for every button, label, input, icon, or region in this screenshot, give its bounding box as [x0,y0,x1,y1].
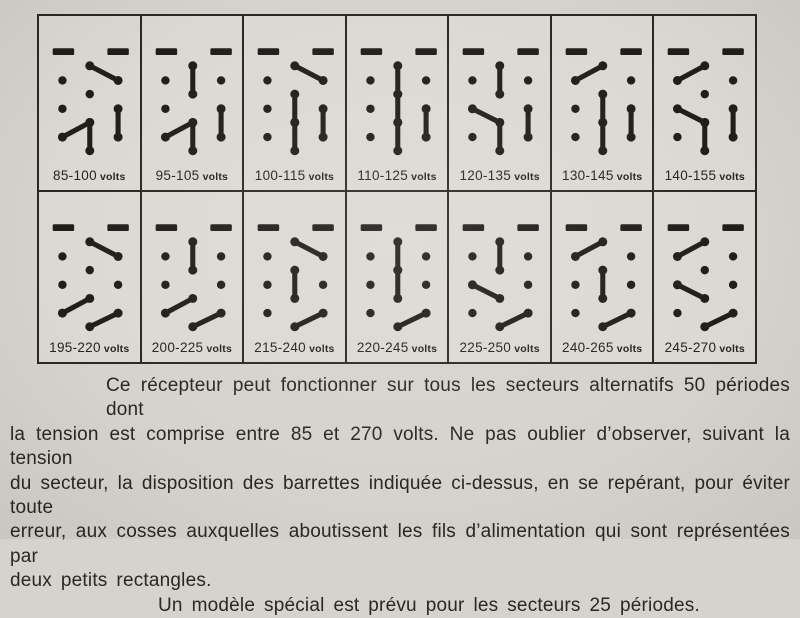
terminal-dot [524,76,532,84]
terminal-connected [290,294,299,303]
terminal-connected [114,133,123,142]
terminal-dot [161,281,169,289]
barrette-link [295,313,323,327]
terminal-dot [422,281,430,289]
terminal-dot [627,76,635,84]
terminal-dot [627,281,635,289]
voltage-cell-245-270 [654,192,755,362]
terminal-connected [598,118,607,127]
terminal-connected [571,252,580,261]
terminal-connected [114,76,123,85]
voltage-selector-grid [37,14,757,364]
supply-wire-rectangle [107,48,128,55]
terminal-dot [469,309,477,317]
voltage-range-value: 215-240 [254,340,306,355]
terminal-connected [290,237,299,246]
voltage-range-value: 245-270 [664,340,717,355]
terminal-connected [114,104,123,113]
barrette-link [678,285,705,299]
barrette-link [575,66,602,81]
barrette-diagram [244,192,345,337]
voltage-unit: volts [408,343,438,355]
terminal-connected [673,252,682,261]
terminal-connected [85,61,94,70]
voltage-range-label [654,167,755,185]
supply-wire-rectangle [518,48,539,55]
terminal-dot [571,309,579,317]
barrette-diagram [347,192,448,337]
supply-wire-rectangle [313,224,334,231]
voltage-range-label [142,167,243,185]
terminal-dot [524,252,532,260]
barrette-link [473,109,500,123]
terminal-dot [422,252,430,260]
terminal-connected [188,146,197,155]
terminal-dot [58,105,66,113]
supply-wire-rectangle [360,48,381,55]
supply-wire-rectangle [620,48,641,55]
supply-wire-rectangle [258,224,279,231]
terminal-connected [701,237,710,246]
supply-wire-rectangle [210,224,231,231]
terminal-connected [468,280,477,289]
terminal-dot [263,281,271,289]
barrette-diagram [654,192,755,337]
barrette-link [398,313,426,327]
terminal-connected [58,133,67,142]
supply-wire-rectangle [53,48,74,55]
terminal-connected [290,90,299,99]
voltage-range-label [347,167,448,185]
terminal-dot [216,252,224,260]
supply-wire-rectangle [155,224,176,231]
terminal-connected [496,118,505,127]
paragraph2-line: Un modèle spécial est prévu pour les secteurs 25 périodes. [158,594,700,616]
supply-wire-rectangle [463,224,484,231]
terminal-dot [263,105,271,113]
voltage-range-value: 195-220 [49,340,101,355]
terminal-connected [598,61,607,70]
voltage-unit: volts [613,171,643,183]
terminal-dot [571,133,579,141]
barrette-link [705,313,733,327]
terminal-dot [524,281,532,289]
terminal-dot [674,133,682,141]
voltage-unit: volts [716,343,745,355]
voltage-unit: volts [203,343,232,355]
terminal-connected [188,90,197,99]
voltage-range-label [654,339,755,357]
terminal-connected [496,294,505,303]
terminal-connected [701,322,710,331]
terminal-dot [58,281,66,289]
terminal-dot [114,281,122,289]
terminal-dot [366,252,374,260]
terminal-connected [598,322,607,331]
terminal-connected [421,104,430,113]
supply-wire-rectangle [463,48,484,55]
supply-wire-rectangle [723,224,744,231]
supply-wire-rectangle [155,48,176,55]
terminal-dot [161,76,169,84]
terminal-dot [58,76,66,84]
terminal-connected [524,309,533,318]
terminal-connected [319,104,328,113]
voltage-range-value: 200-225 [151,340,204,355]
terminal-connected [393,118,402,127]
barrette-link [473,285,500,299]
voltage-range-label [244,339,345,357]
barrette-diagram [449,192,550,337]
barrette-diagram [142,16,243,161]
terminal-dot [469,76,477,84]
voltage-range-label [552,167,653,185]
terminal-connected [598,237,607,246]
terminal-connected [216,104,225,113]
barrette-diagram [142,192,243,337]
barrette-diagram [449,16,550,161]
voltage-cell-225-250 [449,192,552,362]
barrette-link [192,313,220,327]
instructions-text [0,374,800,618]
terminal-connected [393,61,402,70]
terminal-connected [114,309,123,318]
terminal-dot [366,281,374,289]
barrette-link [62,298,89,313]
terminal-dot [422,76,430,84]
terminal-connected [729,104,738,113]
barrette-link [90,242,118,257]
terminal-connected [496,266,505,275]
barrette-link [575,242,602,257]
terminal-connected [216,309,225,318]
terminal-dot [366,105,374,113]
barrette-link [603,313,631,327]
voltage-range-label [449,339,550,357]
terminal-dot [263,76,271,84]
terminal-dot [86,266,94,274]
voltage-range-value: 220-245 [356,340,409,355]
supply-wire-rectangle [360,224,381,231]
barrette-diagram [654,16,755,161]
supply-wire-rectangle [566,48,587,55]
supply-wire-rectangle [620,224,641,231]
barrette-diagram [552,16,653,161]
terminal-connected [188,61,197,70]
voltage-range-value: 100-115 [254,168,306,183]
terminal-dot [469,133,477,141]
voltage-unit: volts [613,343,643,355]
selector-grid-row [39,16,755,190]
terminal-connected [393,237,402,246]
voltage-unit: volts [100,343,130,355]
terminal-connected [701,118,710,127]
terminal-connected [496,90,505,99]
terminal-dot [161,252,169,260]
terminal-connected [393,266,402,275]
terminal-connected [729,133,738,142]
voltage-unit: volts [716,171,745,183]
voltage-cell-130-145 [552,16,655,190]
terminal-connected [701,61,710,70]
terminal-connected [496,61,505,70]
barrette-diagram [39,192,140,337]
terminal-connected [85,322,94,331]
terminal-dot [366,76,374,84]
terminal-connected [290,118,299,127]
barrette-diagram [244,16,345,161]
voltage-cell-240-265 [552,192,655,362]
barrette-link [165,122,192,137]
terminal-connected [216,133,225,142]
barrette-link [678,109,705,123]
supply-wire-rectangle [518,224,539,231]
supply-wire-rectangle [107,224,128,231]
barrette-diagram [552,192,653,337]
supply-wire-rectangle [415,48,436,55]
terminal-dot [729,281,737,289]
voltage-range-value: 110-125 [357,168,409,183]
voltage-range-value: 85-100 [53,168,97,183]
terminal-connected [496,146,505,155]
barrette-link [500,313,528,327]
terminal-dot [701,90,709,98]
voltage-unit: volts [305,171,335,183]
supply-wire-rectangle [668,48,689,55]
voltage-range-value: 240-265 [562,340,614,355]
voltage-cell-195-220 [39,192,142,362]
terminal-dot [729,252,737,260]
voltage-cell-85-100 [39,16,142,190]
terminal-connected [496,237,505,246]
terminal-connected [319,252,328,261]
terminal-connected [598,90,607,99]
terminal-connected [85,118,94,127]
terminal-connected [421,133,430,142]
terminal-connected [524,133,533,142]
paragraph1-line: deux petits rectangles. [10,570,212,592]
voltage-range-label [449,167,550,185]
terminal-connected [188,118,197,127]
voltage-range-value: 95-105 [155,168,200,183]
terminal-dot [58,252,66,260]
voltage-range-value: 140-155 [664,168,717,183]
terminal-connected [393,146,402,155]
terminal-connected [161,133,170,142]
voltage-cell-215-240 [244,192,347,362]
supply-wire-rectangle [53,224,74,231]
voltage-cell-200-225 [142,192,245,362]
paragraph1-line: erreur, aux cosses auxquelles aboutissent les fils d’alimentation qui sont représentées par [10,521,790,567]
terminal-connected [468,104,477,113]
supply-wire-rectangle [723,48,744,55]
terminal-connected [701,294,710,303]
barrette-link [90,313,118,327]
terminal-connected [85,294,94,303]
terminal-connected [524,104,533,113]
voltage-unit: volts [408,171,437,183]
terminal-connected [626,309,635,318]
terminal-connected [598,266,607,275]
terminal-connected [701,146,710,155]
terminal-connected [290,266,299,275]
paragraph1-line: la tension est comprise entre 85 et 270 volts. Ne pas oublier d’observer, suivant la tension [10,423,790,470]
voltage-cell-110-125 [347,16,450,190]
terminal-connected [188,322,197,331]
terminal-dot [571,281,579,289]
terminal-connected [673,104,682,113]
voltage-range-value: 225-250 [459,340,512,355]
voltage-range-value: 130-145 [562,168,614,183]
terminal-dot [701,266,709,274]
voltage-cell-95-105 [142,16,245,190]
terminal-dot [729,76,737,84]
terminal-connected [290,322,299,331]
terminal-dot [469,252,477,260]
barrette-link [678,66,705,81]
barrette-link [295,66,323,81]
voltage-range-label [39,339,140,357]
barrette-link [678,242,705,257]
terminal-dot [366,309,374,317]
paragraph1-line: Ce récepteur peut fonctionner sur tous les secteurs alternatifs 50 périodes dont [106,375,790,421]
terminal-connected [290,61,299,70]
barrette-diagram [39,16,140,161]
terminal-connected [319,309,328,318]
terminal-connected [161,309,170,318]
terminal-connected [393,294,402,303]
terminal-connected [571,76,580,85]
voltage-range-label [347,339,448,357]
terminal-connected [114,252,123,261]
terminal-connected [290,146,299,155]
barrette-link [90,66,118,81]
supply-wire-rectangle [258,48,279,55]
voltage-range-label [552,339,653,357]
terminal-dot [366,133,374,141]
supply-wire-rectangle [566,224,587,231]
barrette-link [62,122,89,137]
terminal-connected [393,322,402,331]
paragraph1-line: du secteur, la disposition des barrettes indiquée ci-dessus, en se repérant, pour éviter toute [10,472,790,519]
terminal-dot [216,281,224,289]
terminal-dot [263,309,271,317]
terminal-connected [58,309,67,318]
terminal-dot [216,76,224,84]
barrette-diagram [347,16,448,161]
voltage-unit: volts [511,343,540,355]
terminal-dot [627,252,635,260]
voltage-cell-100-115 [244,16,347,190]
voltage-unit: volts [199,171,229,183]
supply-wire-rectangle [668,224,689,231]
terminal-connected [496,322,505,331]
terminal-dot [319,281,327,289]
voltage-range-label [39,167,140,185]
terminal-connected [393,90,402,99]
barrette-link [295,242,323,257]
terminal-dot [86,90,94,98]
terminal-connected [319,133,328,142]
terminal-connected [188,237,197,246]
terminal-dot [263,252,271,260]
terminal-connected [626,133,635,142]
terminal-connected [598,146,607,155]
voltage-range-label [244,167,345,185]
voltage-cell-120-135 [449,16,552,190]
terminal-connected [319,76,328,85]
terminal-connected [598,294,607,303]
terminal-connected [626,104,635,113]
supply-wire-rectangle [415,224,436,231]
terminal-dot [674,309,682,317]
terminal-connected [85,237,94,246]
terminal-dot [263,133,271,141]
voltage-unit: volts [511,171,540,183]
supply-wire-rectangle [313,48,334,55]
voltage-range-value: 120-135 [459,168,512,183]
supply-wire-rectangle [210,48,231,55]
terminal-dot [161,105,169,113]
terminal-connected [188,266,197,275]
selector-grid-row [39,190,755,362]
voltage-unit: volts [305,343,335,355]
terminal-connected [421,309,430,318]
terminal-connected [673,280,682,289]
terminal-dot [571,105,579,113]
voltage-range-label [142,339,243,357]
terminal-connected [188,294,197,303]
voltage-unit: volts [96,171,126,183]
terminal-connected [729,309,738,318]
voltage-cell-140-155 [654,16,755,190]
barrette-link [165,298,192,313]
terminal-connected [673,76,682,85]
voltage-cell-220-245 [347,192,450,362]
terminal-connected [85,146,94,155]
